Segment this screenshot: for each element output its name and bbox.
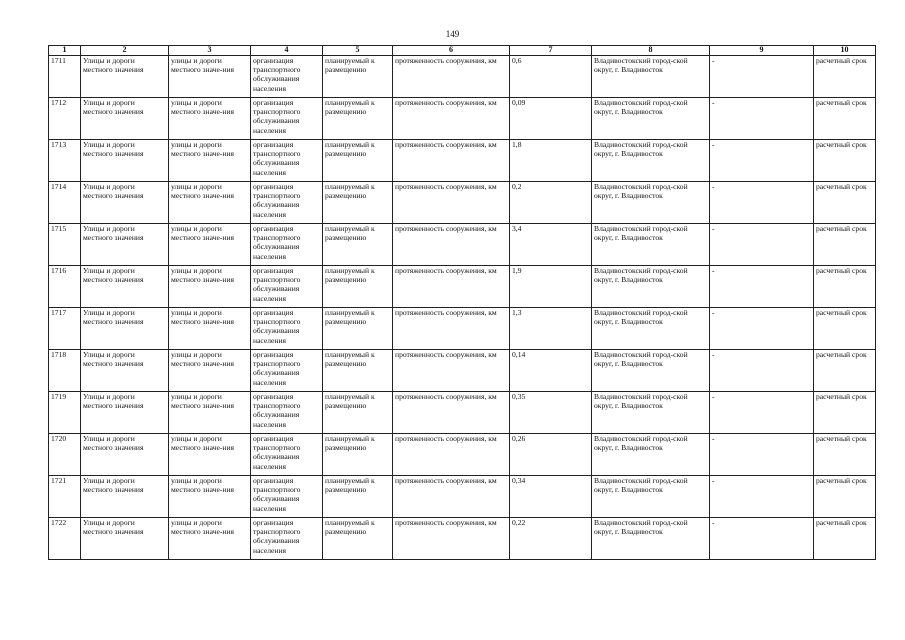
object-status-cell: планируемый к размещению: [323, 224, 393, 266]
table-row: [49, 56, 876, 98]
implementation-term-cell: расчетный срок: [814, 266, 876, 308]
column-header: 3: [169, 46, 251, 56]
protection-zone-cell: -: [710, 140, 814, 182]
row-number-cell: 1721: [49, 476, 81, 518]
row-number-cell: 1722: [49, 518, 81, 560]
table-row: [49, 224, 876, 266]
characteristic-value-cell: 0,6: [510, 56, 592, 98]
implementation-term-cell: расчетный срок: [814, 350, 876, 392]
characteristic-value-cell: 0,14: [510, 350, 592, 392]
object-characteristic-cell: протяженность сооружения, км: [393, 392, 510, 434]
table-row: [49, 518, 876, 560]
column-header: 5: [323, 46, 393, 56]
object-purpose-cell: организация транспортного обслуживания населения: [251, 182, 323, 224]
table-row: [49, 182, 876, 224]
object-purpose-cell: организация транспортного обслуживания населения: [251, 434, 323, 476]
column-header: 4: [251, 46, 323, 56]
object-type-cell: улицы и дороги местного значе-ния: [169, 266, 251, 308]
table-header-row: [49, 46, 876, 56]
implementation-term-cell: расчетный срок: [814, 182, 876, 224]
object-type-cell: улицы и дороги местного значе-ния: [169, 140, 251, 182]
object-characteristic-cell: протяженность сооружения, км: [393, 182, 510, 224]
protection-zone-cell: -: [710, 518, 814, 560]
implementation-term-cell: расчетный срок: [814, 392, 876, 434]
characteristic-value-cell: 0,09: [510, 98, 592, 140]
object-purpose-cell: организация транспортного обслуживания населения: [251, 224, 323, 266]
column-header: 9: [710, 46, 814, 56]
object-type-cell: улицы и дороги местного значе-ния: [169, 308, 251, 350]
object-purpose-cell: организация транспортного обслуживания населения: [251, 518, 323, 560]
object-status-cell: планируемый к размещению: [323, 308, 393, 350]
column-header: 8: [592, 46, 710, 56]
object-characteristic-cell: протяженность сооружения, км: [393, 56, 510, 98]
table-row: [49, 350, 876, 392]
object-type-cell: улицы и дороги местного значе-ния: [169, 182, 251, 224]
row-number-cell: 1716: [49, 266, 81, 308]
location-cell: Владивостокский город-ской округ, г. Владивосток: [592, 350, 710, 392]
implementation-term-cell: расчетный срок: [814, 98, 876, 140]
object-type-cell: улицы и дороги местного значе-ния: [169, 518, 251, 560]
object-name-cell: Улицы и дороги местного значения: [81, 350, 169, 392]
location-cell: Владивостокский город-ской округ, г. Владивосток: [592, 434, 710, 476]
object-name-cell: Улицы и дороги местного значения: [81, 98, 169, 140]
location-cell: Владивостокский город-ской округ, г. Владивосток: [592, 182, 710, 224]
object-type-cell: улицы и дороги местного значе-ния: [169, 350, 251, 392]
characteristic-value-cell: 0,35: [510, 392, 592, 434]
object-type-cell: улицы и дороги местного значе-ния: [169, 392, 251, 434]
row-number-cell: 1718: [49, 350, 81, 392]
object-name-cell: Улицы и дороги местного значения: [81, 308, 169, 350]
row-number-cell: 1714: [49, 182, 81, 224]
column-header: 2: [81, 46, 169, 56]
location-cell: Владивостокский город-ской округ, г. Владивосток: [592, 308, 710, 350]
object-purpose-cell: организация транспортного обслуживания населения: [251, 476, 323, 518]
protection-zone-cell: -: [710, 392, 814, 434]
object-purpose-cell: организация транспортного обслуживания населения: [251, 392, 323, 434]
protection-zone-cell: -: [710, 350, 814, 392]
object-status-cell: планируемый к размещению: [323, 350, 393, 392]
object-characteristic-cell: протяженность сооружения, км: [393, 224, 510, 266]
characteristic-value-cell: 1,9: [510, 266, 592, 308]
location-cell: Владивостокский город-ской округ, г. Владивосток: [592, 476, 710, 518]
protection-zone-cell: -: [710, 224, 814, 266]
protection-zone-cell: -: [710, 56, 814, 98]
implementation-term-cell: расчетный срок: [814, 476, 876, 518]
object-purpose-cell: организация транспортного обслуживания населения: [251, 308, 323, 350]
object-characteristic-cell: протяженность сооружения, км: [393, 98, 510, 140]
protection-zone-cell: -: [710, 308, 814, 350]
object-type-cell: улицы и дороги местного значе-ния: [169, 434, 251, 476]
object-status-cell: планируемый к размещению: [323, 266, 393, 308]
object-name-cell: Улицы и дороги местного значения: [81, 392, 169, 434]
table-row: [49, 140, 876, 182]
characteristic-value-cell: 0,2: [510, 182, 592, 224]
object-name-cell: Улицы и дороги местного значения: [81, 266, 169, 308]
characteristic-value-cell: 0,22: [510, 518, 592, 560]
object-purpose-cell: организация транспортного обслуживания населения: [251, 350, 323, 392]
row-number-cell: 1711: [49, 56, 81, 98]
object-characteristic-cell: протяженность сооружения, км: [393, 350, 510, 392]
column-header: 6: [393, 46, 510, 56]
row-number-cell: 1717: [49, 308, 81, 350]
column-header: 1: [49, 46, 81, 56]
table-row: [49, 266, 876, 308]
location-cell: Владивостокский город-ской округ, г. Владивосток: [592, 266, 710, 308]
implementation-term-cell: расчетный срок: [814, 434, 876, 476]
implementation-term-cell: расчетный срок: [814, 56, 876, 98]
location-cell: Владивостокский город-ской округ, г. Владивосток: [592, 56, 710, 98]
protection-zone-cell: -: [710, 98, 814, 140]
object-characteristic-cell: протяженность сооружения, км: [393, 140, 510, 182]
protection-zone-cell: -: [710, 476, 814, 518]
implementation-term-cell: расчетный срок: [814, 308, 876, 350]
characteristic-value-cell: 3,4: [510, 224, 592, 266]
object-status-cell: планируемый к размещению: [323, 56, 393, 98]
location-cell: Владивостокский город-ской округ, г. Владивосток: [592, 392, 710, 434]
object-characteristic-cell: протяженность сооружения, км: [393, 308, 510, 350]
protection-zone-cell: -: [710, 182, 814, 224]
characteristic-value-cell: 0,34: [510, 476, 592, 518]
object-type-cell: улицы и дороги местного значе-ния: [169, 476, 251, 518]
object-type-cell: улицы и дороги местного значе-ния: [169, 224, 251, 266]
row-number-cell: 1715: [49, 224, 81, 266]
column-header: 10: [814, 46, 876, 56]
protection-zone-cell: -: [710, 434, 814, 476]
object-status-cell: планируемый к размещению: [323, 140, 393, 182]
object-characteristic-cell: протяженность сооружения, км: [393, 266, 510, 308]
object-status-cell: планируемый к размещению: [323, 518, 393, 560]
page-number: 149: [445, 29, 460, 39]
object-purpose-cell: организация транспортного обслуживания населения: [251, 266, 323, 308]
object-type-cell: улицы и дороги местного значе-ния: [169, 56, 251, 98]
object-status-cell: планируемый к размещению: [323, 476, 393, 518]
object-characteristic-cell: протяженность сооружения, км: [393, 518, 510, 560]
object-type-cell: улицы и дороги местного значе-ния: [169, 98, 251, 140]
row-number-cell: 1720: [49, 434, 81, 476]
implementation-term-cell: расчетный срок: [814, 518, 876, 560]
column-header: 7: [510, 46, 592, 56]
object-characteristic-cell: протяженность сооружения, км: [393, 476, 510, 518]
object-name-cell: Улицы и дороги местного значения: [81, 224, 169, 266]
object-purpose-cell: организация транспортного обслуживания населения: [251, 56, 323, 98]
row-number-cell: 1719: [49, 392, 81, 434]
row-number-cell: 1713: [49, 140, 81, 182]
objects-table: [48, 45, 876, 560]
characteristic-value-cell: 1,3: [510, 308, 592, 350]
table-row: [49, 476, 876, 518]
object-characteristic-cell: протяженность сооружения, км: [393, 434, 510, 476]
object-status-cell: планируемый к размещению: [323, 434, 393, 476]
object-status-cell: планируемый к размещению: [323, 182, 393, 224]
characteristic-value-cell: 0,26: [510, 434, 592, 476]
row-number-cell: 1712: [49, 98, 81, 140]
table-body: [49, 56, 876, 560]
characteristic-value-cell: 1,8: [510, 140, 592, 182]
table-row: [49, 434, 876, 476]
object-status-cell: планируемый к размещению: [323, 98, 393, 140]
object-name-cell: Улицы и дороги местного значения: [81, 140, 169, 182]
object-name-cell: Улицы и дороги местного значения: [81, 182, 169, 224]
protection-zone-cell: -: [710, 266, 814, 308]
object-name-cell: Улицы и дороги местного значения: [81, 476, 169, 518]
location-cell: Владивостокский город-ской округ, г. Владивосток: [592, 140, 710, 182]
object-name-cell: Улицы и дороги местного значения: [81, 518, 169, 560]
table-row: [49, 98, 876, 140]
object-name-cell: Улицы и дороги местного значения: [81, 56, 169, 98]
implementation-term-cell: расчетный срок: [814, 140, 876, 182]
table-row: [49, 308, 876, 350]
location-cell: Владивостокский город-ской округ, г. Владивосток: [592, 224, 710, 266]
location-cell: Владивостокский город-ской округ, г. Владивосток: [592, 98, 710, 140]
object-name-cell: Улицы и дороги местного значения: [81, 434, 169, 476]
object-purpose-cell: организация транспортного обслуживания населения: [251, 98, 323, 140]
location-cell: Владивостокский город-ской округ, г. Владивосток: [592, 518, 710, 560]
object-status-cell: планируемый к размещению: [323, 392, 393, 434]
table-row: [49, 392, 876, 434]
object-purpose-cell: организация транспортного обслуживания населения: [251, 140, 323, 182]
implementation-term-cell: расчетный срок: [814, 224, 876, 266]
